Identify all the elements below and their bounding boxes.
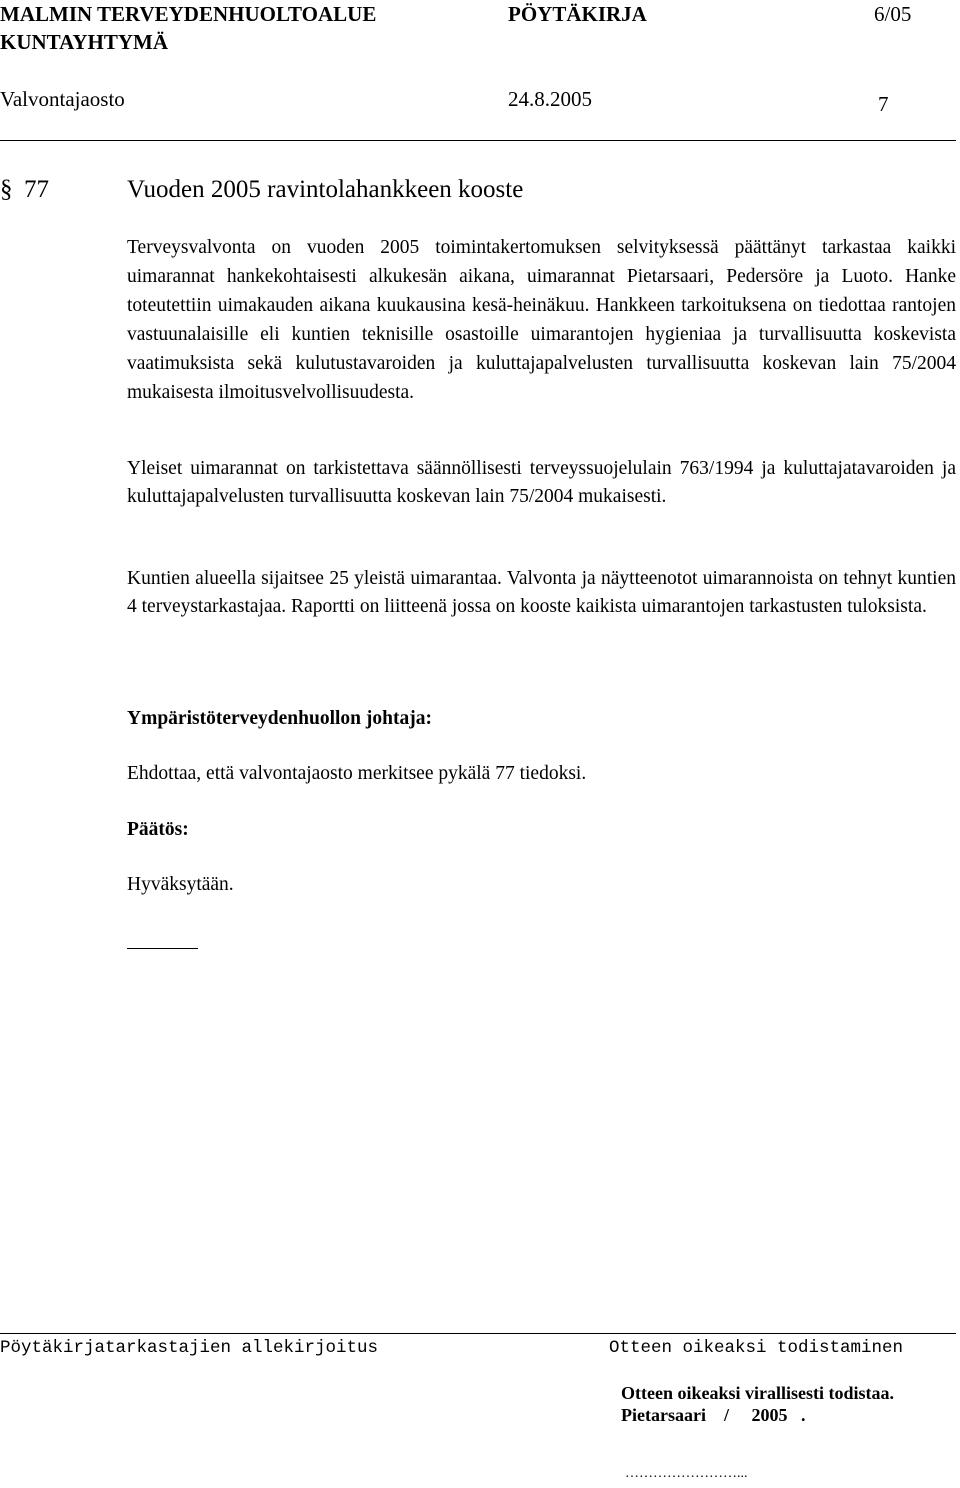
paragraph-1-part-2: Hankkeen tarkoituksena on tiedottaa rantojen vastuunalaisille eli kuntien teknisille osastoille uimarantojen hygieniaa ja turvallisuutta koskevista vaatimuksista sekä kulutustavaroiden ja kuluttajapalvelusten turvallisuutta koskevan lain 75/2004 mukaisesta ilmoitusvelvollisuudesta. [127, 295, 956, 403]
paragraph-1-part-1: Terveysvalvonta on vuoden 2005 toimintakertomuksen selvityksessä päättänyt tarkastaa kaikki uimarannat hankekohtaisesti alkukesän aikana, uimarannat Pietarsaari, Pedersöre ja Luoto. Hanke toteutettiin uimakauden aikana kuukausina kesä-heinäkuu. [127, 237, 956, 316]
certification-label: Otteen oikeaksi todistaminen [609, 1338, 904, 1358]
paragraph-3: Kuntien alueella sijaitsee 25 yleistä uimarantaa. Valvonta ja näytteenotot uimarannoista on tehnyt kuntien 4 terveystarkastajaa. Raportti on liitteenä jossa on kooste kaikista uimarantojen tarkastusten tuloksista. [127, 568, 956, 617]
document-number: 6/05 [874, 2, 912, 26]
section-number: 77 [24, 176, 49, 203]
place-date: Pietarsaari / 2005 . [621, 1405, 806, 1425]
end-rule [127, 948, 198, 949]
decision-text: Hyväksytään. [127, 874, 234, 895]
proposal-text: Ehdottaa, että valvontajaosto merkitsee pykälä 77 tiedoksi. [127, 763, 587, 784]
org-name-line2: KUNTAYHTYMÄ [0, 30, 169, 54]
paragraph-2: Yleiset uimarannat on tarkistettava säännöllisesti terveyssuojelulain 763/1994 ja kuluttajatavaroiden ja kuluttajapalvelusten turvallisuutta koskevan lain 75/2004 mukaisesti. [127, 458, 956, 507]
page-number: 7 [878, 92, 889, 116]
document-type: PÖYTÄKIRJA [508, 2, 647, 26]
org-name-line1: MALMIN TERVEYDENHUOLTOALUE [0, 2, 377, 26]
section-symbol: § [0, 176, 13, 203]
certified-text: Otteen oikeaksi virallisesti todistaa. [621, 1383, 894, 1403]
meeting-date: 24.8.2005 [508, 87, 592, 111]
decision-heading: Päätös: [127, 819, 189, 840]
paragraph-1 [127, 233, 956, 407]
header-rule [0, 140, 956, 141]
footer-rule [0, 1333, 956, 1334]
committee-name: Valvontajaosto [0, 87, 125, 111]
section-title: Vuoden 2005 ravintolahankkeen kooste [127, 176, 524, 203]
signature-dots: ……………………... [625, 1466, 748, 1481]
signature-label: Pöytäkirjatarkastajien allekirjoitus [0, 1338, 379, 1358]
proposer-heading: Ympäristöterveydenhuollon johtaja: [127, 708, 432, 729]
